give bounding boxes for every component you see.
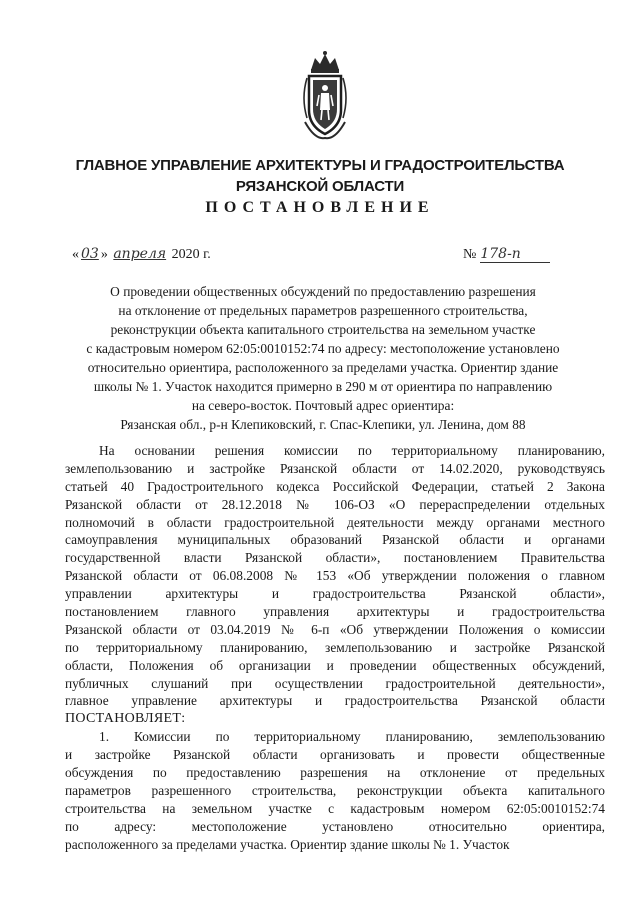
body-line: главное управление архитектуры и градостроительства Рязанской области (65, 693, 605, 709)
clause-line: обсуждения по предоставлению разрешения на отклонение от предельных (65, 765, 605, 781)
body-line: управлении архитектуры и градостроительства Рязанской области», (65, 586, 605, 602)
body-line: по территориальному планированию, землепользованию и застройке Рязанской (65, 639, 605, 655)
number-value-handwritten: 178-п (480, 246, 550, 263)
body-line: публичных слушаний при осуществлении градостроительной деятельности», (65, 675, 605, 691)
body-line: Рязанской области от 28.12.2018 № 106-ОЗ «О перераспределении отдельных (65, 496, 605, 512)
clause-line: по адресу: местоположение установлено относительно ориентира, (65, 818, 605, 834)
subject-line: Рязанская обл., р-н Клепиковский, г. Спас-Клепики, ул. Ленина, дом 88 (120, 417, 526, 432)
clause-line: и застройке Рязанской области организовать и провести общественные (65, 747, 605, 763)
issuing-authority-line2: РЯЗАНСКОЙ ОБЛАСТИ (235, 178, 405, 195)
body-line: государственной власти Рязанской области», постановлением Правительства (65, 550, 605, 566)
subject-line: относительно ориентира, расположенного за пределами участка. Ориентир здание (87, 360, 559, 375)
date-year: 2020 г. (171, 247, 211, 262)
document-number (463, 246, 563, 263)
document-date (72, 246, 211, 263)
ryazan-coat-of-arms-emblem (297, 48, 353, 144)
subject-line: О проведении общественных обсуждений по предоставлению разрешения (110, 284, 536, 299)
clause-line: строительства на земельном участке с кадастровым номером 62:05:0010152:74 (65, 800, 605, 816)
decree-word: ПОСТАНОВЛЯЕТ: (65, 711, 186, 727)
body-line: На основании решения комиссии по территориальному планированию, (99, 443, 605, 458)
document-body (65, 442, 605, 853)
clause-line: расположенного за пределами участка. Ориентир здание школы № 1. Участок (65, 836, 510, 852)
document-subject (48, 282, 598, 434)
subject-line: школы № 1. Участок находится примерно в 290 м от ориентира по направлению (93, 379, 553, 394)
document-type-title: ПОСТАНОВЛЕНИЕ (205, 199, 435, 216)
issuing-authority-line1: ГЛАВНОЕ УПРАВЛЕНИЕ АРХИТЕКТУРЫ И ГРАДОСТРОИТЕЛЬСТВА (75, 157, 565, 174)
clause-line: 1. Комиссии по территориальному планированию, землепользованию (99, 729, 605, 745)
body-line: самоуправления муниципальных образований Рязанской области и органами (65, 532, 605, 548)
date-close-quote: » (100, 247, 108, 262)
number-sign: № (463, 247, 477, 262)
body-line: области, Положения об организации и проведении общественных обсуждений, (65, 657, 605, 673)
body-line: статьей 40 Градостроительного кодекса Российской Федерации, статьей 2 Закона (65, 478, 605, 494)
body-line: полномочий в области градостроительной деятельности между органами местного (65, 514, 605, 530)
body-line: Рязанской области от 03.04.2019 № 6-п «Об утверждении Положения о комиссии (65, 621, 605, 637)
date-day-handwritten: 03 (81, 246, 99, 262)
subject-line: на северо-восток. Почтовый адрес ориентира: (191, 398, 455, 413)
body-line: Рязанской области от 06.08.2008 № 153 «Об утверждении положения о главном (65, 568, 605, 584)
subject-line: на отклонение от предельных параметров разрешенного строительства, (118, 303, 528, 318)
subject-line: с кадастровым номером 62:05:0010152:74 по адресу: местоположение установлено (86, 341, 560, 356)
subject-line: реконструкции объекта капитального строительства на земельном участке (110, 322, 536, 337)
body-line: постановлением главного управления архитектуры и градостроительства (65, 604, 605, 620)
date-month-handwritten: апреля (113, 246, 167, 262)
clause-line: параметров разрешенного строительства, реконструкции объекта капитального (65, 782, 605, 798)
date-open-quote: « (72, 247, 79, 262)
body-line: землепользованию и застройке Рязанской области от 14.02.2020, руководствуясь (65, 460, 605, 476)
